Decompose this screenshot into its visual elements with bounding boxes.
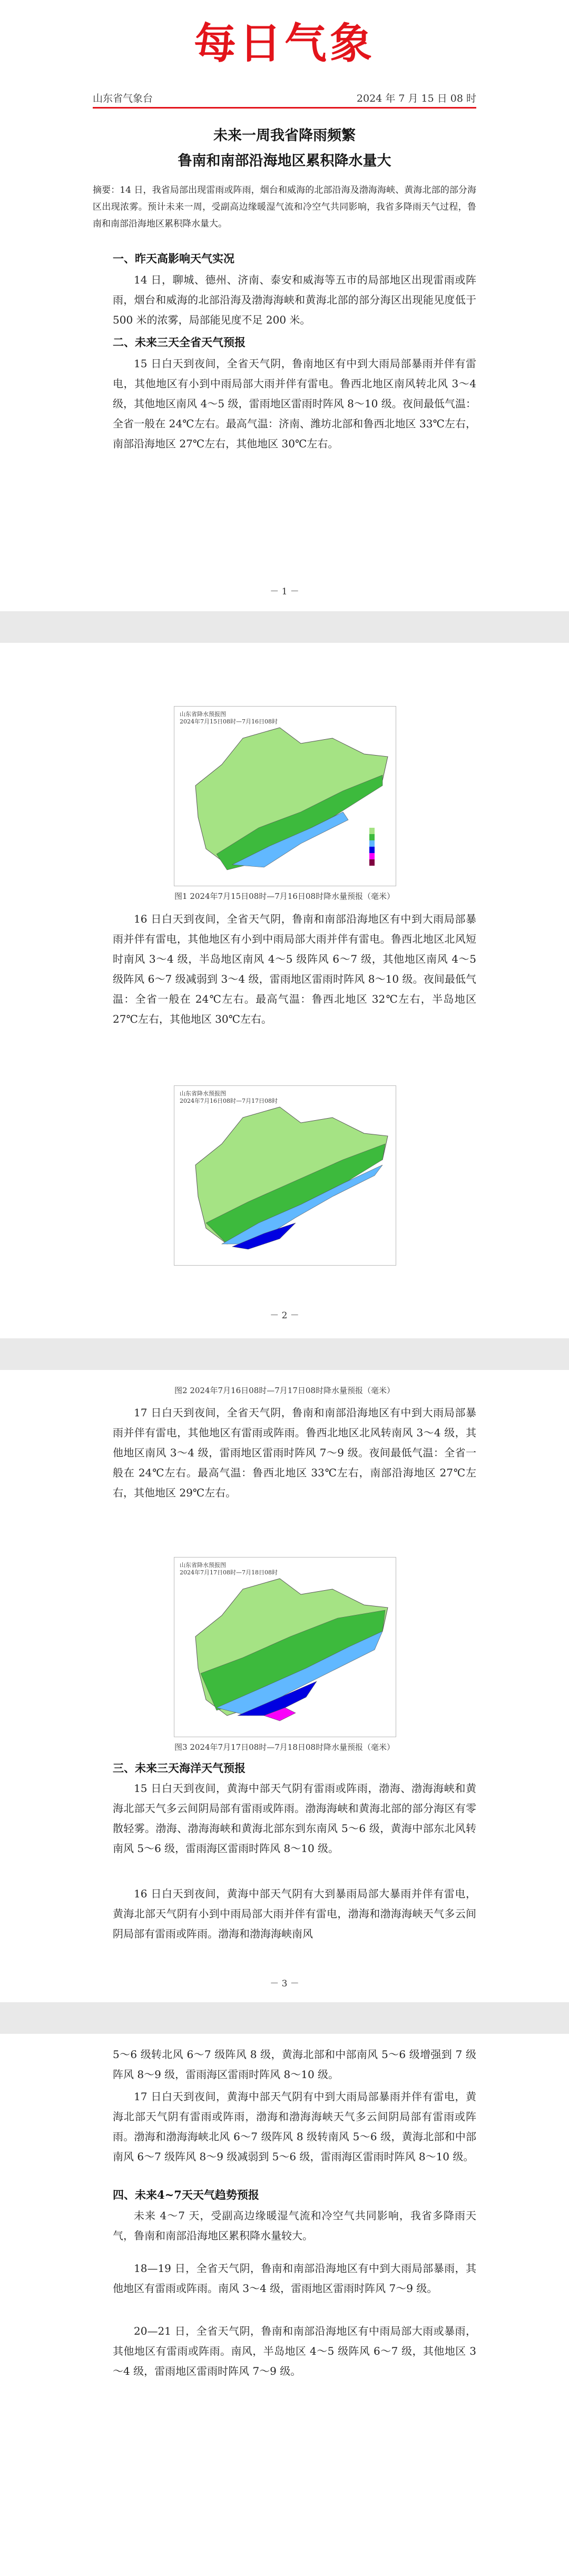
section-1-text: 14 日，聊城、德州、济南、泰安和威海等五市的局部地区出现雷雨或阵雨，烟台和威海的北部沿海及渤海海峡和黄海北部的部分海区出现能见度低于 500 米的浓雾，局部能见度不足 200 米。 xyxy=(113,273,476,326)
section-3-day15: 15 日白天到夜间，黄海中部天气阴有雷雨或阵雨，渤海、渤海海峡和黄海北部天气多云间阴局部有雷雨或阵雨。渤海海峡和黄海北部的部分海区有零散轻雾。渤海、渤海海峡和黄海北部东到东南风 5～6 级，黄海中部东北风转南风 5～6 级，雷雨海区雷雨时阵风 8～10 级。 xyxy=(113,1782,476,1855)
issuer: 山东省气象台 xyxy=(93,93,153,104)
red-divider xyxy=(93,107,476,109)
page-gap xyxy=(0,1338,569,1370)
section-2-day17: 17 日白天到夜间，全省天气阴，鲁南和南部沿海地区有中到大雨局部暴雨并伴有雷电，其他地区有雷雨或阵雨。鲁西北地区北风转南风 3～4 级，其他地区南风 3～4 级，雷雨地区雷雨时阵风 7～9 级。夜间最低气温：全省一般在 24℃左右。最高气温：鲁西北地区 33℃左右，南部沿海地区 27℃左右，其他地区 29℃左右。 xyxy=(113,1406,476,1499)
map-1-title: 山东省降水预报图 2024年7月15日08时—7月16日08时 xyxy=(180,711,278,725)
map-3-title: 山东省降水预报图 2024年7月17日08时—7月18日08时 xyxy=(180,1562,278,1576)
shandong-map-2 xyxy=(174,1086,396,1265)
page-1 xyxy=(0,0,569,611)
page-number: － 2 － xyxy=(270,1310,299,1321)
page-4 xyxy=(0,2034,569,2576)
section-3-heading: 三、未来三天海洋天气预报 xyxy=(113,1761,246,1775)
page-gap xyxy=(0,2002,569,2034)
figure-3-caption: 图3 2024年7月17日08时—7月18日08时降水量预报（毫米） xyxy=(174,1742,395,1752)
figure-2-caption: 图2 2024年7月16日08时—7月17日08时降水量预报（毫米） xyxy=(174,1386,395,1395)
page-2 xyxy=(0,643,569,1338)
section-4-day20-21: 20—21 日，全省天气阴，鲁南和南部沿海地区有中雨局部大雨或暴雨，其他地区有雷雨或阵雨。南风，半岛地区 4～5 级阵风 6～7 级，其他地区 3～4 级，雷雨地区雷雨时阵风 7～9 级。 xyxy=(113,2325,476,2377)
shandong-map-3 xyxy=(174,1558,396,1737)
issue-date: 2024 年 7 月 15 日 08 时 xyxy=(356,93,476,104)
section-2-day15: 15 日白天到夜间，全省天气阴，鲁南地区有中到大雨局部暴雨并伴有雷电，其他地区有小到中雨局部大雨并伴有雷电。鲁西北地区南风转北风 3～4 级，其他地区南风 4～5 级，雷雨地区雷雨时阵风 8～10 级。夜间最低气温：全省一般在 24℃左右。最高气温：济南、潍坊北部和鲁西北地区 33℃左右，南部沿海地区 27℃左右，其他地区 30℃左右。 xyxy=(113,357,476,450)
title-line-2: 鲁南和南部沿海地区累积降水量大 xyxy=(178,153,391,169)
map-2-title: 山东省降水预报图 2024年7月16日08时—7月17日08时 xyxy=(180,1090,278,1104)
section-3-day16-cont: 5～6 级转北风 6～7 级阵风 8 级，黄海北部和中部南风 5～6 级增强到 7 级阵风 8～9 级，雷雨海区雷雨时阵风 8～10 级。 xyxy=(113,2048,476,2081)
title-line-1: 未来一周我省降雨频繁 xyxy=(213,128,356,144)
section-4-day18-19: 18—19 日，全省天气阴，鲁南和南部沿海地区有中到大雨局部暴雨，其他地区有雷雨或阵雨。南风 3～4 级，雷雨地区雷雨时阵风 7～9 级。 xyxy=(113,2262,476,2295)
page-number: － 3 － xyxy=(270,1978,299,1989)
shandong-map-1 xyxy=(174,707,396,886)
summary: 摘要：14 日，我省局部出现雷雨或阵雨，烟台和威海的北部沿海及渤海海峡、黄海北部的部分海区出现浓雾。预计未来一周，受副高边缘暖湿气流和冷空气共同影响，我省多降雨天气过程，鲁南和南部沿海地区累积降水量大。 xyxy=(93,185,476,229)
section-2-heading: 二、未来三天全省天气预报 xyxy=(113,336,246,349)
precip-map-3 xyxy=(174,1557,396,1737)
page-gap xyxy=(0,611,569,643)
figure-1-caption: 图1 2024年7月15日08时—7月16日08时降水量预报（毫米） xyxy=(174,892,395,901)
page-number: － 1 － xyxy=(270,586,299,597)
section-3-day16: 16 日白天到夜间，黄海中部天气阴有大到暴雨局部大暴雨并伴有雷电，黄海北部天气阴有小到中雨局部大雨并伴有雷电，渤海和渤海海峡天气多云间阴局部有雷雨或阵雨。渤海和渤海海峡南风 xyxy=(113,1887,476,1940)
section-4-overview: 未来 4～7 天，受副高边缘暖湿气流和冷空气共同影响，我省多降雨天气，鲁南和南部沿海地区累积降水量较大。 xyxy=(113,2209,476,2242)
section-1-heading: 一、昨天高影响天气实况 xyxy=(113,252,234,265)
section-4-heading: 四、未来4~7天天气趋势预报 xyxy=(113,2188,259,2201)
page-3 xyxy=(0,1370,569,2002)
masthead: 每日气象 xyxy=(194,18,375,68)
precip-map-2 xyxy=(174,1085,396,1266)
section-2-day16: 16 日白天到夜间，全省天气阴，鲁南和南部沿海地区有中到大雨局部暴雨并伴有雷电，其他地区有小到中雨局部大雨并伴有雷电。鲁西北地区北风短时南风 3～4 级，半岛地区南风 4～5 级阵风 6～7 级，其他地区南风 4～5 级阵风 6～7 级减弱到 3～4 级，雷雨地区雷雨时阵风 8～10 级。夜间最低气温：全省一般在 24℃左右。最高气温：鲁西北地区 32℃左右，半岛地区 27℃左右，其他地区 30℃左右。 xyxy=(113,913,476,1025)
section-3-day17: 17 日白天到夜间，黄海中部天气阴有中到大雨局部暴雨并伴有雷电，黄海北部天气阴有雷雨或阵雨，渤海和渤海海峡天气多云间阴局部有雷雨或阵雨。渤海和渤海海峡北风 6～7 级阵风 8 级转南风 5～6 级，黄海北部和中部南风 6～7 级阵风 8～9 级减弱到 5～6 级，雷雨海区雷雨时阵风 8～10 级。 xyxy=(113,2090,476,2163)
precip-map-1 xyxy=(174,706,396,886)
